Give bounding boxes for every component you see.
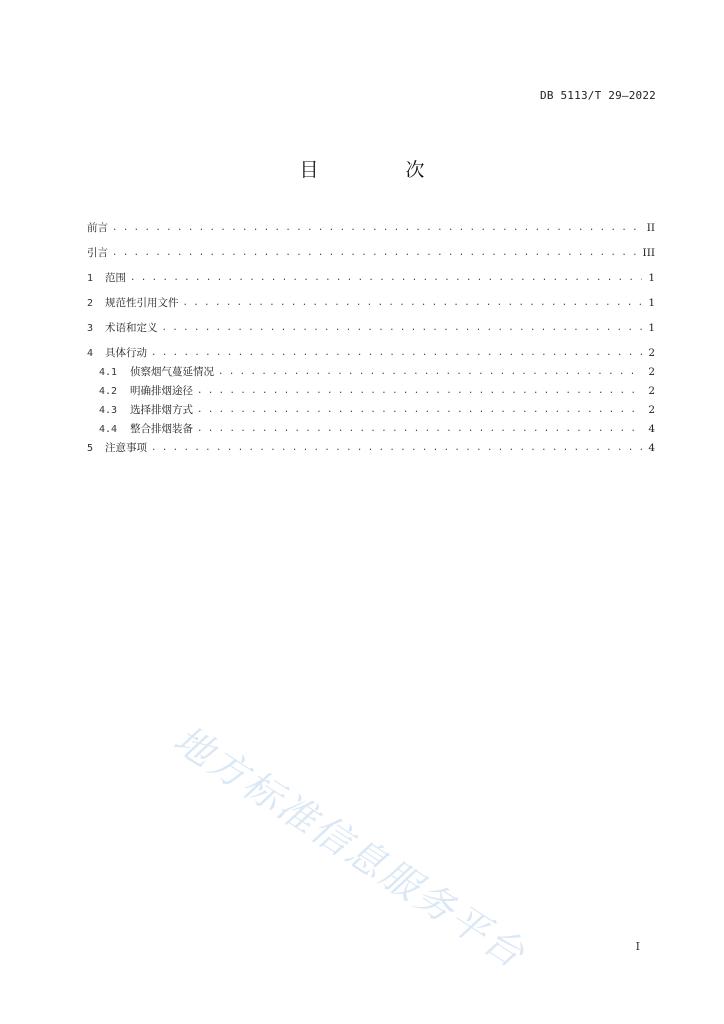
toc-entry-page: 1 [648,297,655,309]
toc-leader-dots [197,382,642,401]
toc-leader-dots [197,420,642,439]
toc-entry-page: II [646,222,655,234]
toc-entry-4-4[interactable] [87,420,655,439]
toc-entry-number: 4 [87,348,94,359]
toc-entry-page: 4 [648,442,655,454]
toc-entry-number: 2 [87,298,94,309]
toc-entry-label: 范围 [105,272,126,284]
toc-leader-dots [197,401,642,420]
toc-entry-label: 规范性引用文件 [105,297,179,309]
toc-entry-page: 2 [648,385,655,397]
toc-entry-number: 5 [87,443,94,454]
toc-entry-label: 注意事项 [105,442,147,454]
toc-entry-page: 2 [648,404,655,416]
toc-entry-page: 2 [648,366,655,378]
toc-entry-page: III [642,247,655,259]
toc-entry-scope[interactable] [87,269,655,288]
toc-entry-label: 侦察烟气蔓延情况 [130,366,214,378]
toc-entry-number: 4.1 [99,367,118,378]
toc-entry-label: 前言 [87,222,108,234]
toc-entry-page: 1 [648,272,655,284]
toc-entry-number: 4.3 [99,405,118,416]
toc-entry-page: 2 [648,347,655,359]
toc-entry-label: 具体行动 [105,347,147,359]
toc-entry-number: 3 [87,323,94,334]
toc-entry-label: 引言 [87,247,108,259]
page-number: I [635,940,640,953]
toc-entry-foreword[interactable] [87,219,655,238]
toc-leader-dots [218,363,642,382]
toc-entry-4-1[interactable] [87,363,655,382]
toc-entry-4-3[interactable] [87,401,655,420]
table-of-contents [87,219,655,458]
toc-entry-page: 1 [648,322,655,334]
toc-leader-dots [162,319,643,338]
toc-entry-normative-references[interactable] [87,294,655,313]
toc-leader-dots [151,344,642,363]
toc-entry-number: 1 [87,273,94,284]
toc-entry-specific-actions[interactable] [87,344,655,363]
toc-entry-number: 4.4 [99,424,118,435]
toc-entry-number: 4.2 [99,386,118,397]
document-code: DB 5113/T 29—2022 [540,89,656,102]
toc-leader-dots [183,294,643,313]
toc-leader-dots [112,219,641,238]
toc-entry-page: 4 [648,423,655,435]
toc-entry-precautions[interactable] [87,439,655,458]
watermark: 地方标准信息服务平台 [166,716,534,978]
toc-entry-label: 整合排烟装备 [130,423,193,435]
toc-entry-4-2[interactable] [87,382,655,401]
toc-entry-introduction[interactable] [87,244,655,263]
toc-entry-label: 选择排烟方式 [130,404,193,416]
toc-leader-dots [151,439,642,458]
toc-entry-terms-definitions[interactable] [87,319,655,338]
toc-entry-label: 明确排烟途径 [130,385,193,397]
toc-leader-dots [112,244,637,263]
toc-entry-label: 术语和定义 [105,322,158,334]
toc-title: 目 次 [299,159,459,181]
toc-leader-dots [130,269,642,288]
